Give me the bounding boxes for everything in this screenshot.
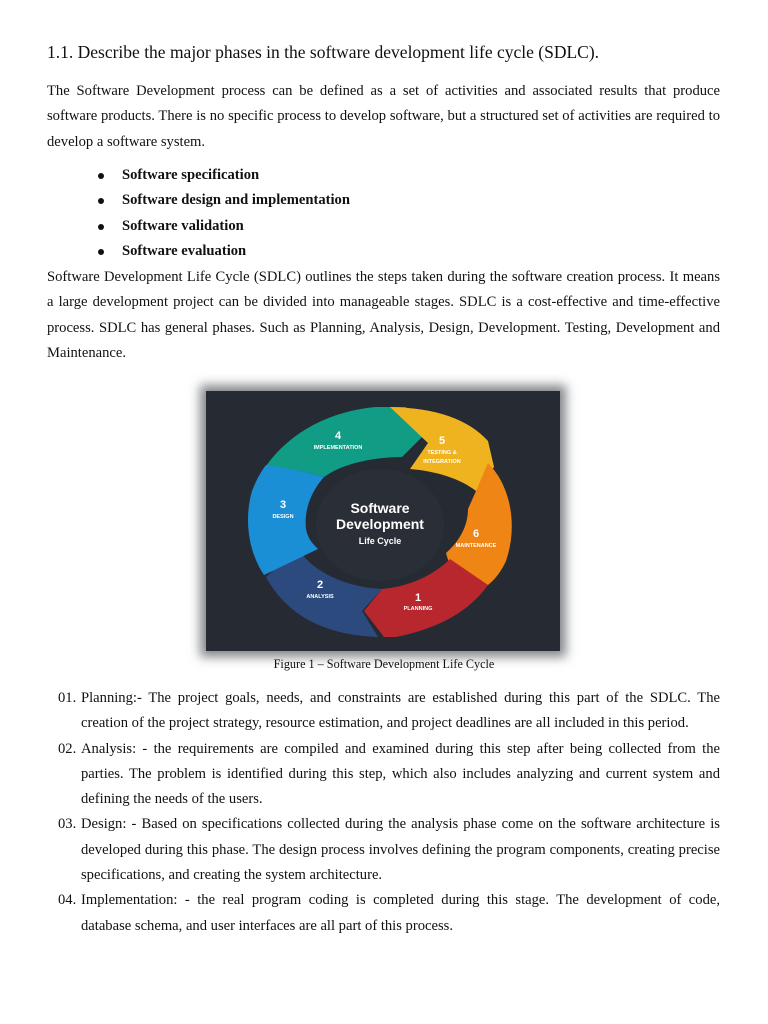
list-item-text: Implementation: - the real program coding is completed during this stage. The development of code, database schema, and user interfaces are all part of this process. bbox=[81, 892, 720, 934]
list-item-text: Design: - Based on specifications collected during the analysis phase come on the software architecture is developed during this phase. The design process involves defining the program components, creating precise specifications, and creating the system architecture. bbox=[81, 816, 720, 884]
sdlc-figure bbox=[206, 391, 560, 651]
bullet-text: Software specification bbox=[122, 167, 260, 183]
segment-5-label-line2: INTEGRATION bbox=[423, 459, 461, 465]
bullet-text: Software validation bbox=[122, 217, 244, 234]
segment-2-label: ANALYSIS bbox=[306, 594, 334, 600]
bullet-item bbox=[92, 214, 350, 239]
center-title-line3: Life Cycle bbox=[358, 536, 402, 546]
segment-4-label: IMPLEMENTATION bbox=[313, 445, 363, 451]
section-heading: 1.1. Describe the major phases in the software development life cycle (SDLC). bbox=[47, 42, 600, 62]
bullet-text: Software evaluation bbox=[122, 242, 247, 259]
list-item bbox=[47, 686, 720, 737]
bullet-text: Software design and implementation bbox=[122, 192, 350, 209]
list-item-number: 03. bbox=[58, 816, 77, 833]
phase-list bbox=[47, 686, 720, 939]
list-item-number: 01. bbox=[58, 690, 77, 706]
list-item bbox=[47, 812, 720, 888]
bullet-list bbox=[92, 163, 350, 264]
segment-5-number: 5 bbox=[438, 435, 446, 447]
segment-1-number: 1 bbox=[414, 592, 422, 604]
segment-5-label-line1: TESTING & bbox=[427, 450, 457, 456]
intro-paragraph: The Software Development process can be defined as a set of activities and associated results that produce software products. There is no specific process to develop software, but a structured set of activities are required to develop a software system. bbox=[47, 83, 720, 150]
bullet-icon bbox=[98, 198, 104, 204]
list-item-text: Analysis: - the requirements are compiled and examined during this step after being collected from the parties. The problem is identified during this step, which also includes analyzing and current system and defining the needs of the users. bbox=[81, 740, 720, 808]
bullet-icon bbox=[98, 173, 104, 179]
list-item-text: Planning:- The project goals, needs, and constraints are established during this part of the SDLC. The creation of the project strategy, resource estimation, and project deadlines are all included in this period. bbox=[81, 690, 720, 732]
segment-6-label: MAINTENANCE bbox=[455, 543, 497, 549]
list-item-number: 02. bbox=[58, 740, 77, 757]
list-item bbox=[47, 737, 720, 813]
bullet-icon bbox=[98, 224, 104, 230]
list-item-number: 04. bbox=[58, 892, 77, 909]
segment-6-number: 6 bbox=[472, 528, 480, 540]
bullet-item bbox=[92, 163, 350, 188]
sdlc-paragraph: Software Development Life Cycle (SDLC) outlines the steps taken during the software creation process. It means a large development project can be divided into manageable stages. SDLC is a cost-effective and time-effective process. SDLC has general phases. Such as Planning, Analysis, Design, Development. Testing, Development and Maintenance. bbox=[47, 269, 720, 361]
center-title-line2: Development bbox=[336, 516, 424, 532]
segment-3-label: DESIGN bbox=[272, 514, 294, 520]
segment-4-number: 4 bbox=[334, 430, 342, 442]
list-item bbox=[47, 888, 720, 939]
bullet-item bbox=[92, 239, 350, 264]
figure-caption: Figure 1 – Software Development Life Cycle bbox=[273, 657, 495, 671]
segment-1-label: PLANNING bbox=[403, 606, 433, 612]
segment-2-number: 2 bbox=[316, 579, 324, 591]
bullet-icon bbox=[98, 249, 104, 255]
sdlc-cycle-diagram bbox=[206, 391, 560, 651]
center-title-line1: Software bbox=[350, 500, 410, 516]
bullet-item bbox=[92, 188, 350, 213]
segment-3-number: 3 bbox=[279, 499, 287, 511]
